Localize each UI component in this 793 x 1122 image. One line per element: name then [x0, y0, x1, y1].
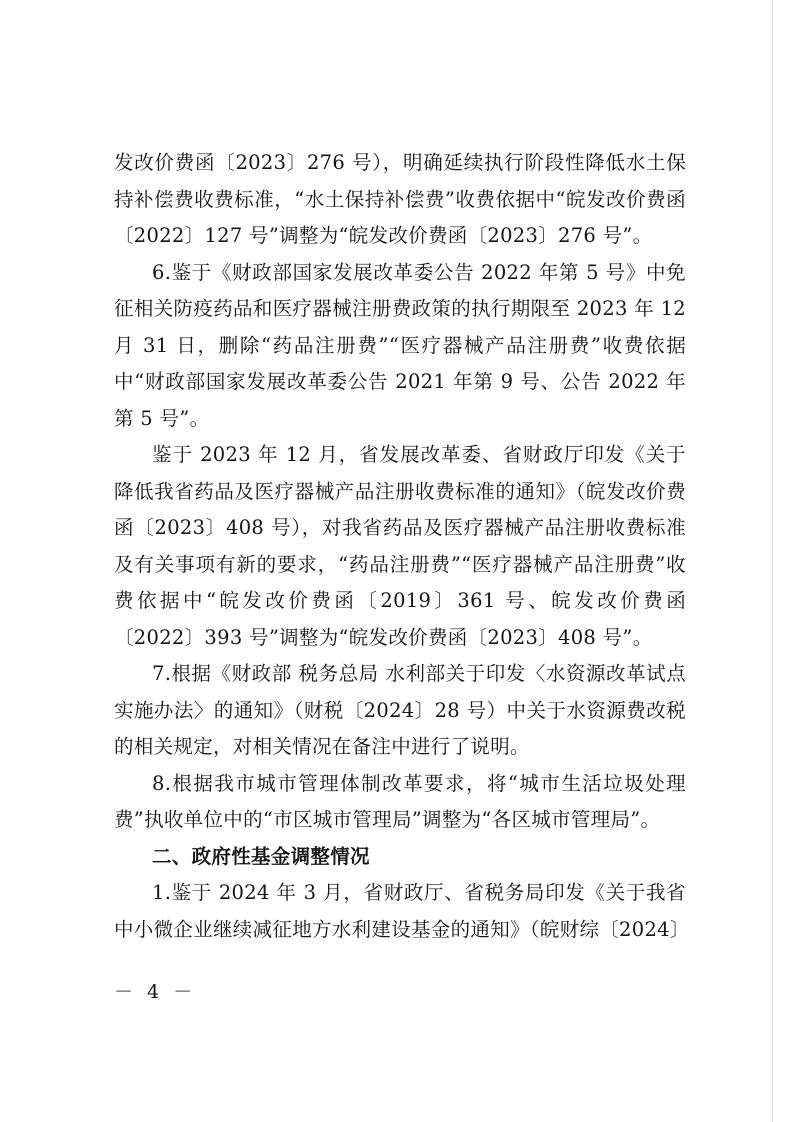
paragraph-item-7: 7.根据《财政部 税务总局 水利部关于印发〈水资源改革试点实施办法〉的通知》（财税〔2024〕28 号）中关于水资源费改税的相关规定，对相关情况在备注中进行了说明。: [114, 662, 686, 758]
scan-edge-line: [772, 0, 773, 1122]
section-heading: 二、政府性基金调整情况: [152, 844, 370, 868]
page-number: － 4 －: [114, 981, 197, 1003]
paragraph-fund-item-1: 1.鉴于 2024 年 3 月，省财政厅、省税务局印发《关于我省中小微企业继续减征地方水利建设基金的通知》（皖财综〔2024〕: [114, 881, 690, 941]
paragraph-item-6-supplement: 鉴于 2023 年 12 月，省发展改革委、省财政厅印发《关于降低我省药品及医疗器械产品注册收费标准的通知》（皖发改价费函〔2023〕408 号），对我省药品及医疗器械产品注册收费标准及有关事项有新的要求，“药品注册费”“医疗器械产品注册费”收费依据中“皖发改价费函〔2019〕361 号、皖发改价费函〔2022〕393 号”调整为“皖发改价费函〔2023〕408 号”。: [114, 443, 686, 649]
document-body: [114, 145, 690, 948]
paragraph-continuation: 发改价费函〔2023〕276 号），明确延续执行阶段性降低水土保持补偿费收费标准，“水土保持补偿费”收费依据中“皖发改价费函〔2022〕127 号”调整为“皖发改价费函〔2023〕276 号”。: [114, 151, 686, 247]
paragraph-item-8: 8.根据我市城市管理体制改革要求，将“城市生活垃圾处理费”执收单位中的“市区城市管理局”调整为“各区城市管理局”。: [114, 771, 686, 831]
paragraph-item-6: 6.鉴于《财政部国家发展改革委公告 2022 年第 5 号》中免征相关防疫药品和医疗器械注册费政策的执行期限至 2023 年 12 月 31 日，删除“药品注册费”“医疗器械产品注册费”收费依据中“财政部国家发展改革委公告 2021 年第 9 号、公告 2022 年第 5 号”。: [114, 260, 686, 430]
